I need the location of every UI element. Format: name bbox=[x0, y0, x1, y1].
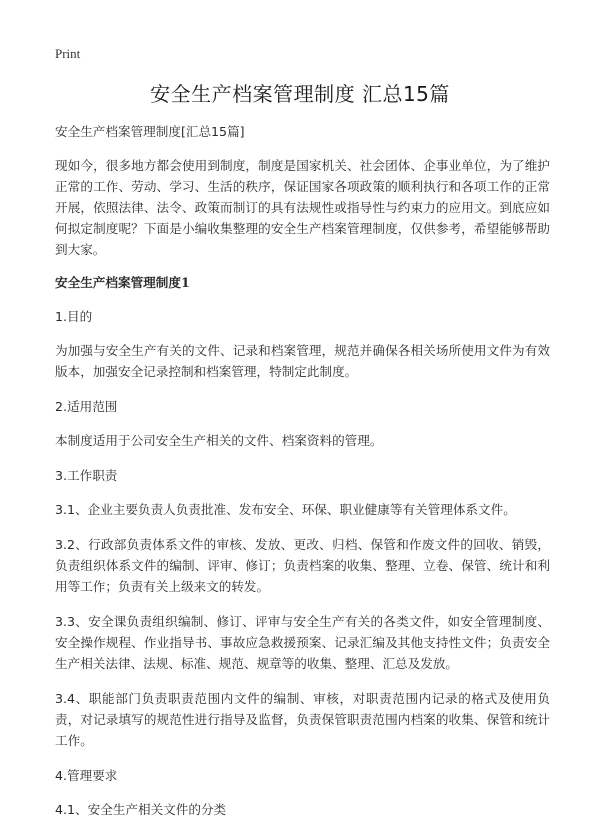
paragraph-3-4: 3.4、职能部门负责职责范围内文件的编制、审核，对职责范围内记录的格式及使用负责，对记录填写的规范性进行指导及监督，负责保管职责范围内档案的收集、保管和统计工作。 bbox=[55, 691, 550, 748]
heading-scope: 2.适用范围 bbox=[55, 399, 118, 414]
paragraph-3-3: 3.3、安全课负责组织编制、修订、评审与安全生产有关的各类文件，如安全管理制度、安全操作规程、作业指导书、事故应急救援预案、记录汇编及其他支持性文件；负责安全生产相关法律、法规、标准、规范、规章等的收集、整理、汇总及发放。 bbox=[55, 614, 550, 671]
heading-management-requirements: 4.管理要求 bbox=[55, 768, 118, 783]
paragraph-3-2: 3.2、行政部负责体系文件的审核、发放、更改、归档、保管和作废文件的回收、销毁，负责组织体系文件的编制、评审、修订；负责档案的收集、整理、立卷、保管、统计和利用等工作；负责有关上级来文的转发。 bbox=[55, 537, 550, 594]
document-subtitle: 安全生产档案管理制度[汇总15篇] bbox=[55, 124, 245, 139]
heading-purpose: 1.目的 bbox=[55, 309, 93, 324]
heading-responsibilities: 3.工作职责 bbox=[55, 468, 118, 483]
paragraph-scope: 本制度适用于公司安全生产相关的文件、档案资料的管理。 bbox=[55, 433, 383, 448]
intro-paragraph: 现如今，很多地方都会使用到制度，制度是国家机关、社会团体、企事业单位，为了维护正常的工作、劳动、学习、生活的秩序，保证国家各项政策的顺利执行和各项工作的正常开展，依照法律、法令、政策而制订的具有法规性或指导性与约束力的应用文。到底应如何拟定制度呢？下面是小编收集整理的安全生产档案管理制度，仅供参考，希望能够帮助到大家。 bbox=[55, 158, 550, 257]
print-link[interactable]: Print bbox=[55, 46, 81, 61]
paragraph-3-1: 3.1、企业主要负责人负责批准、发布安全、环保、职业健康等有关管理体系文件。 bbox=[55, 502, 516, 517]
paragraph-purpose: 为加强与安全生产有关的文件、记录和档案管理，规范并确保各相关场所使用文件为有效版本，加强安全记录控制和档案管理，特制定此制度。 bbox=[55, 343, 550, 379]
document-title: 安全生产档案管理制度 汇总15篇 bbox=[150, 82, 450, 106]
heading-4-1: 4.1、安全生产相关文件的分类 bbox=[55, 802, 227, 817]
section-title: 安全生产档案管理制度1 bbox=[55, 275, 190, 290]
document-body bbox=[55, 121, 550, 833]
